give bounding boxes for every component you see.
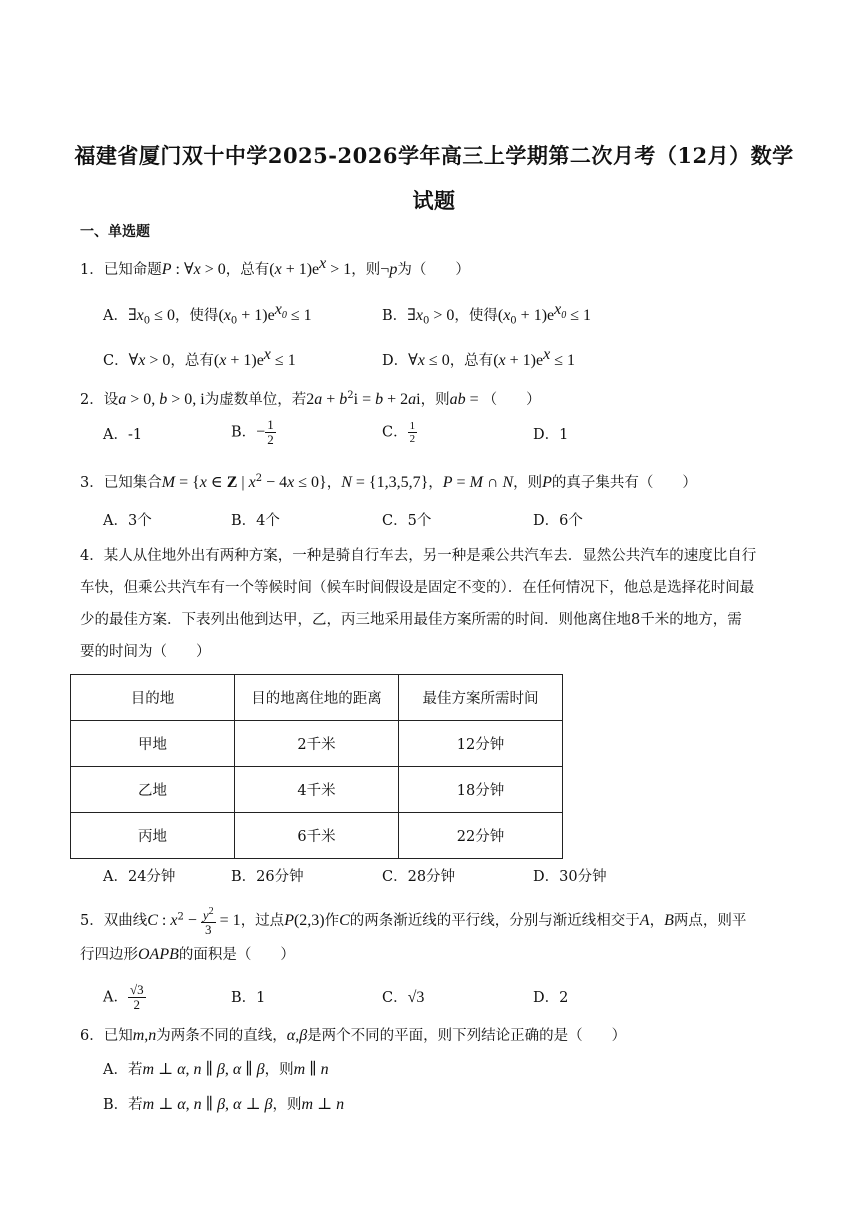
q3-option-c[interactable]: C．5个 xyxy=(382,513,432,529)
q4-option-a[interactable]: A．24分钟 xyxy=(103,869,176,885)
q4-text-line: 车快，但乘公共汽车有一个等候时间（候车时间假设是固定不变的）．在任何情况下，他总是选择花时间最 xyxy=(80,580,755,596)
question-6: 6．已知m,n为两条不同的直线，α,β是两个不同的平面，则下列结论正确的是（ ） xyxy=(80,1027,627,1044)
q5-option-c[interactable]: C．√3 xyxy=(382,989,425,1006)
destination-table xyxy=(70,674,563,859)
q5-text-line2: 行四边形OAPB的面积是（ ） xyxy=(80,946,295,963)
q2-option-a[interactable]: A．-1 xyxy=(103,427,143,443)
table-row xyxy=(71,767,563,813)
q4-option-d[interactable]: D．30分钟 xyxy=(533,869,607,885)
q2-option-c[interactable]: C． $\frac{1}{2}$ xyxy=(382,420,416,445)
q1-option-a[interactable]: A．$\exists x_0 \le 0$，使得$(x_0 + 1)e^{x_0} \le 1$ xyxy=(103,301,312,327)
table-cell: 丙地 xyxy=(71,813,235,859)
q3-option-a[interactable]: A．3个 xyxy=(103,513,152,529)
table-cell: 甲地 xyxy=(71,721,235,767)
q2-option-d[interactable]: D．1 xyxy=(533,427,569,443)
question-2: 2．设a > 0, b > 0, i为虚数单位，若$2a + b^2i = b + 2ai$，则ab = （ ） xyxy=(80,390,541,408)
q4-text-line: 要的时间为（ ） xyxy=(80,644,211,660)
q5-option-b[interactable]: B．1 xyxy=(231,990,266,1006)
question-5: 5．双曲线C : $x^2$ − $\frac{y^2}{3}$ = 1，过点P(2,3)作C的两条渐近线的平行线，分别与渐近线相交于A，B两点，则平 xyxy=(80,906,747,938)
q2-option-b[interactable]: B．− $\frac{1}{2}$ xyxy=(231,417,274,447)
table-cell: 4千米 xyxy=(235,767,399,813)
q1-option-b[interactable]: B．$\exists x_0 > 0$，使得$(x_0 + 1)e^{x_0} \le 1$ xyxy=(382,301,592,327)
table-cell: 2千米 xyxy=(235,721,399,767)
q5-option-a[interactable]: A． $\frac{√3}{2}$ xyxy=(103,982,144,1012)
q3-option-b[interactable]: B．4个 xyxy=(231,513,280,529)
q1-option-d[interactable]: D．∀x ≤ 0，总有$(x + 1)e^x \le 1$ xyxy=(382,346,575,369)
q4-text-line: 少的最佳方案．下表列出他到达甲，乙，丙三地采用最佳方案所需的时间．则他离住地8千米的地方，需 xyxy=(80,612,742,628)
table-cell: 乙地 xyxy=(71,767,235,813)
table-cell: 18分钟 xyxy=(399,767,563,813)
table-cell: 6千米 xyxy=(235,813,399,859)
q4-text-line: 4．某人从住地外出有两种方案，一种是骑自行车去，另一种是乘公共汽车去．显然公共汽车的速度比自行 xyxy=(80,548,757,564)
q3-option-d[interactable]: D．6个 xyxy=(533,513,583,529)
q5-option-d[interactable]: D．2 xyxy=(533,990,569,1006)
exam-title-line1: 福建省厦门双十中学2025-2026学年高三上学期第二次月考（12月）数学 xyxy=(74,143,794,168)
table-header-row xyxy=(71,675,563,721)
q4-option-b[interactable]: B．26分钟 xyxy=(231,869,304,885)
q4-option-c[interactable]: C．28分钟 xyxy=(382,869,456,885)
question-1: 1．已知命题P : ∀x > 0，总有$(x + 1)e^x > 1$，则¬p为（ ） xyxy=(80,255,470,278)
table-header-cell: 最佳方案所需时间 xyxy=(399,675,563,721)
table-row xyxy=(71,813,563,859)
q1-option-c[interactable]: C．∀x > 0，总有$(x + 1)e^x \le 1$ xyxy=(103,346,296,369)
question-3: 3．已知集合M = {x ∈ Z | $x^2 - 4x \le 0$}，N = {1,3,5,7}，P = M ∩ N，则P的真子集共有（ ） xyxy=(80,473,697,491)
exam-title-line2: 试题 xyxy=(412,188,456,213)
q6-option-a[interactable]: A．若m ⊥ α, n ∥ β, α ∥ β，则m ∥ n xyxy=(103,1061,329,1078)
q6-option-b[interactable]: B．若m ⊥ α, n ∥ β, α ⊥ β，则m ⊥ n xyxy=(103,1096,345,1113)
table-row xyxy=(71,721,563,767)
table-header-cell: 目的地离住地的距离 xyxy=(235,675,399,721)
table-cell: 22分钟 xyxy=(399,813,563,859)
table-cell: 12分钟 xyxy=(399,721,563,767)
section-heading: 一、单选题 xyxy=(80,224,150,240)
table-header-cell: 目的地 xyxy=(71,675,235,721)
